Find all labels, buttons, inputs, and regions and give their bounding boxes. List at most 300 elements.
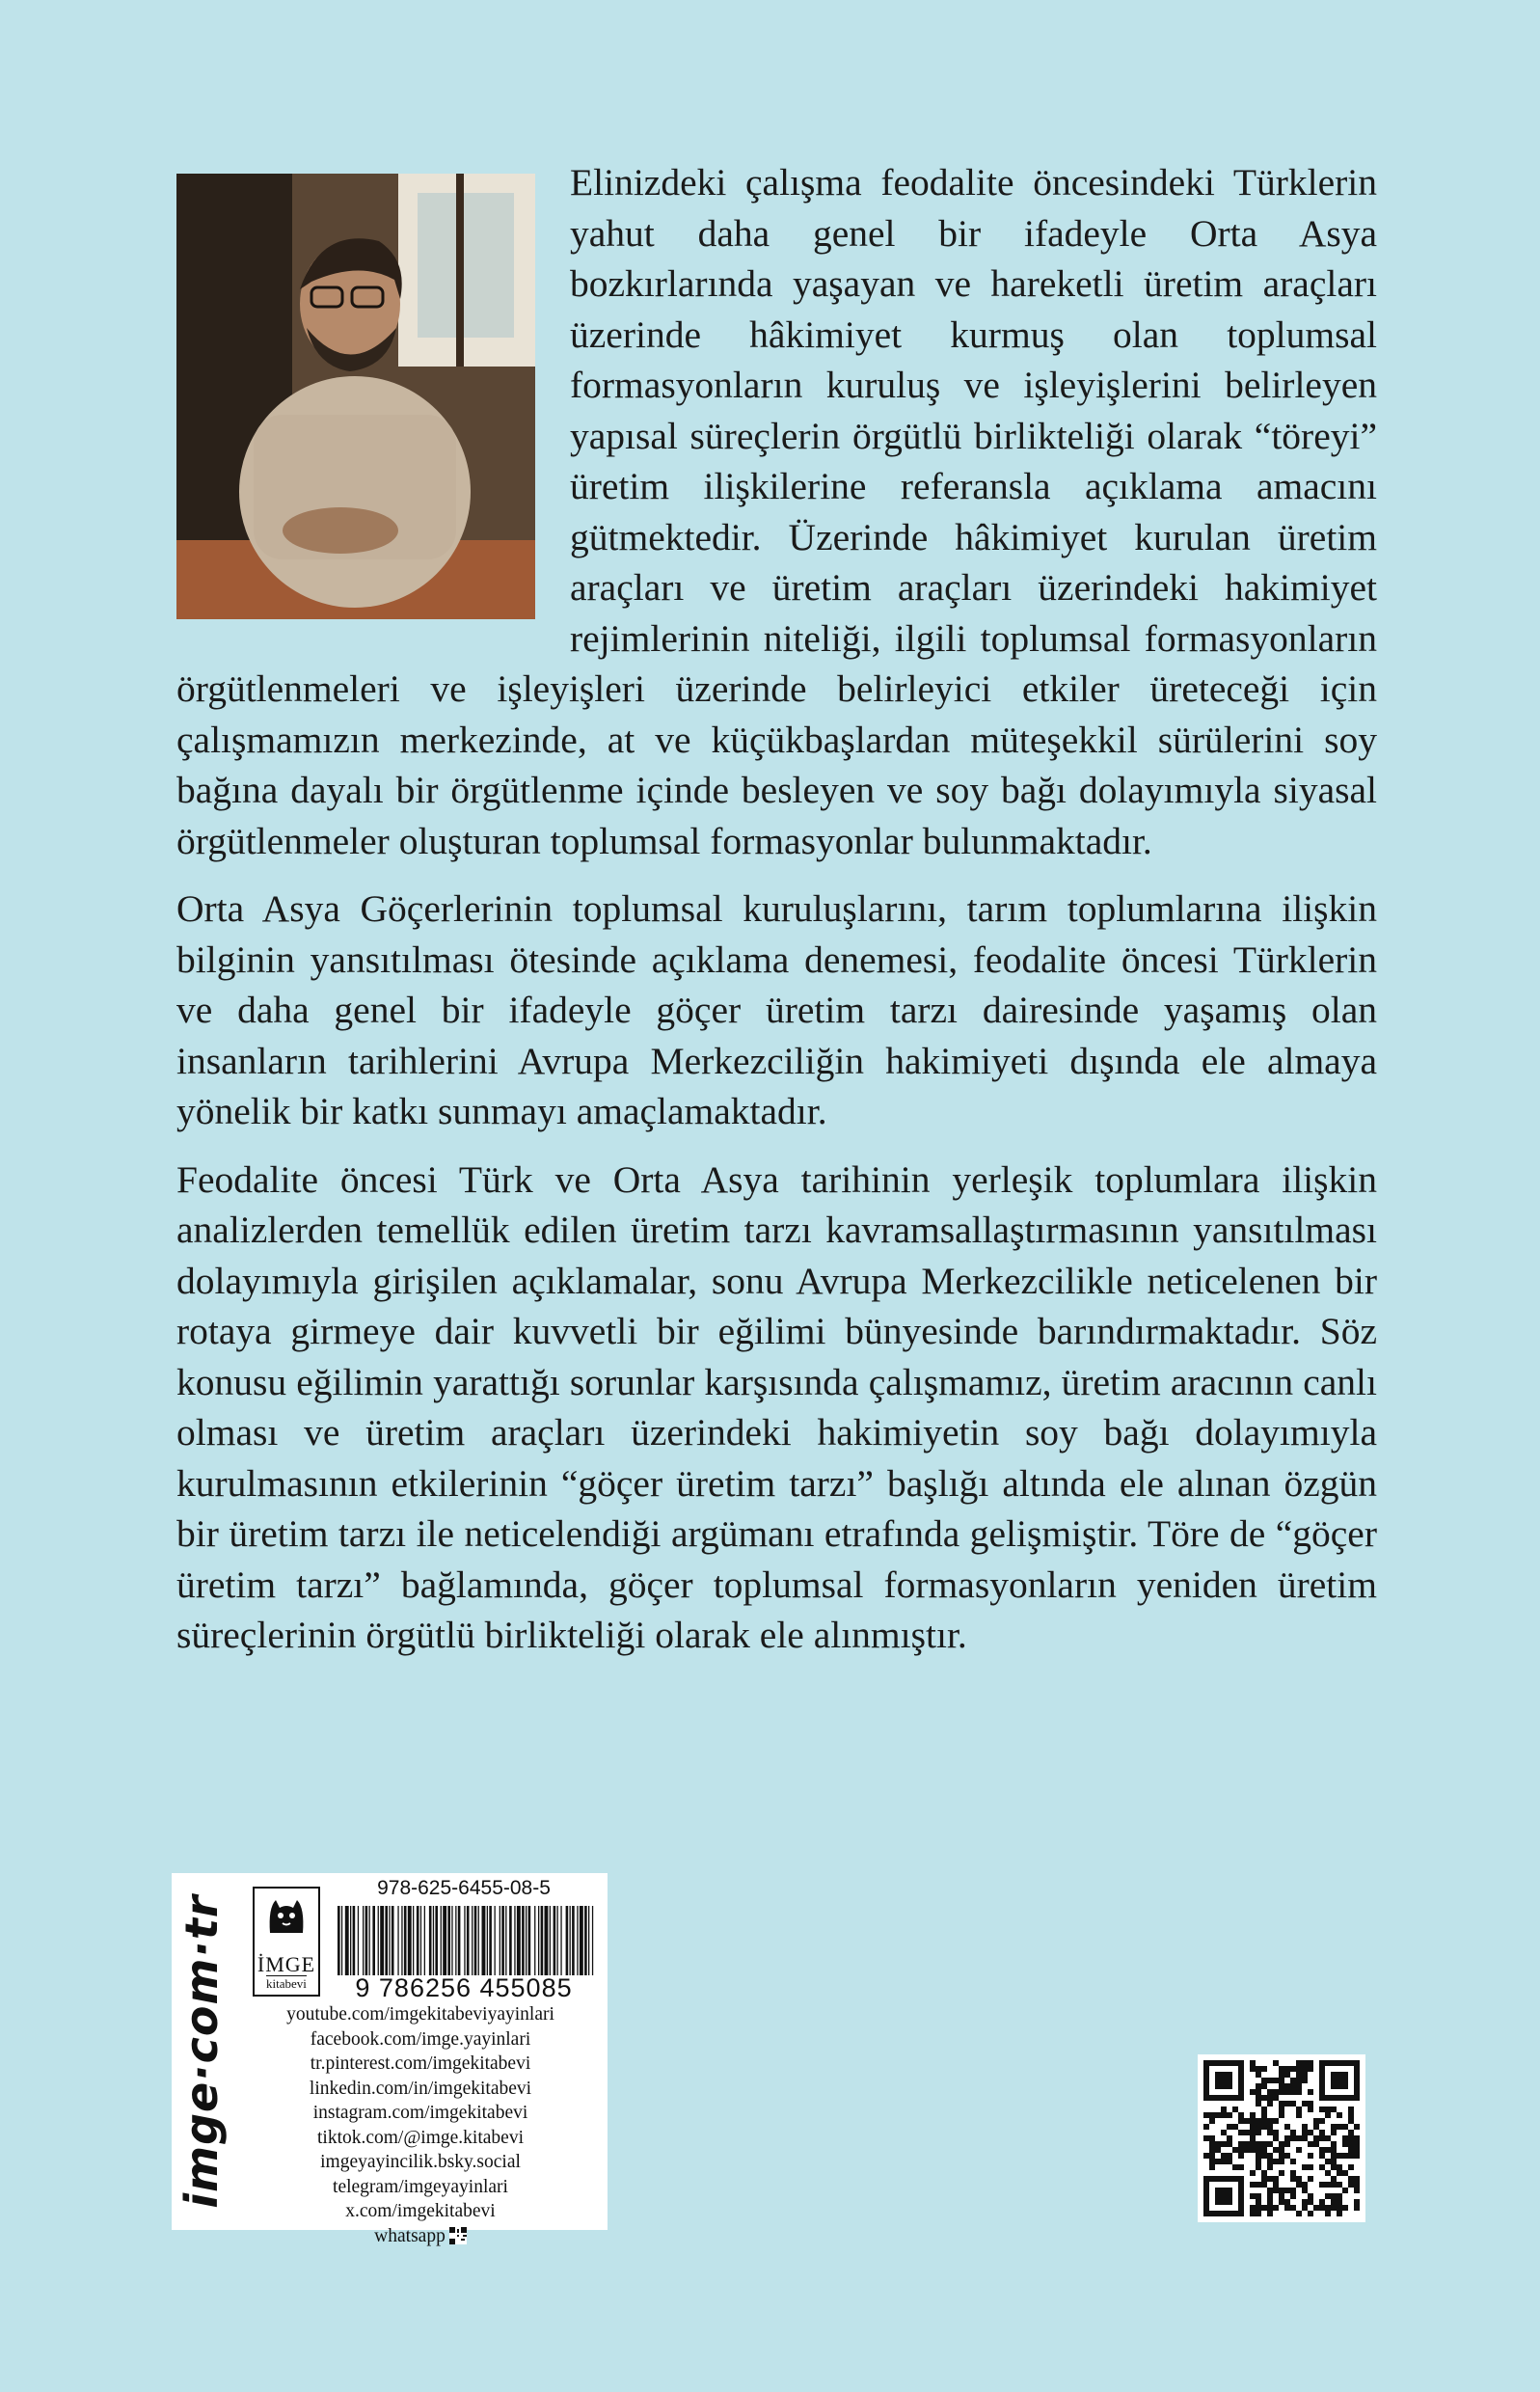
qr-module xyxy=(1296,2176,1302,2182)
barcode-bar xyxy=(417,1906,419,1975)
qr-module xyxy=(1261,2083,1267,2089)
qr-module xyxy=(1209,2141,1215,2147)
qr-module xyxy=(1209,2147,1215,2153)
qr-module xyxy=(1342,2060,1348,2066)
qr-module xyxy=(1261,2205,1267,2211)
qr-module xyxy=(1290,2089,1296,2095)
qr-module xyxy=(1331,2060,1337,2066)
social-link-x[interactable]: x.com/imgekitabevi xyxy=(345,2201,496,2221)
qr-module xyxy=(1302,2078,1308,2083)
qr-module xyxy=(1238,2211,1244,2216)
qr-module xyxy=(1209,2060,1215,2066)
qr-module xyxy=(1319,2095,1325,2101)
qr-module xyxy=(1215,2141,1221,2147)
qr-module xyxy=(1273,2078,1279,2083)
barcode-bar xyxy=(392,1906,394,1975)
qr-module xyxy=(1308,2066,1313,2072)
qr-module xyxy=(1348,2135,1354,2141)
barcode-bar xyxy=(451,1906,452,1975)
qr-module xyxy=(1319,2205,1325,2211)
qr-module xyxy=(1337,2153,1342,2159)
qr-module xyxy=(1267,2211,1273,2216)
qr-module xyxy=(1290,2176,1296,2182)
barcode xyxy=(338,1906,594,1975)
qr-module xyxy=(1325,2112,1331,2118)
qr-module xyxy=(1267,2124,1273,2130)
qr-module xyxy=(1203,2095,1209,2101)
qr-module xyxy=(1337,2083,1342,2089)
qr-module xyxy=(1319,2164,1325,2170)
barcode-bar xyxy=(345,1906,349,1975)
qr-module xyxy=(1203,2112,1209,2118)
qr-module xyxy=(1273,2205,1279,2211)
qr-module xyxy=(1221,2107,1227,2112)
qr-module xyxy=(1238,2199,1244,2205)
qr-module xyxy=(1319,2107,1325,2112)
qr-module xyxy=(1227,2112,1232,2118)
qr-module xyxy=(1325,2135,1331,2141)
qr-module xyxy=(1267,2089,1273,2095)
qr-module xyxy=(1215,2147,1221,2153)
qr-module xyxy=(1273,2095,1279,2101)
qr-module xyxy=(1238,2205,1244,2211)
qr-module xyxy=(1203,2083,1209,2089)
qr-code-pattern xyxy=(1198,2054,1365,2222)
qr-module xyxy=(1203,2078,1209,2083)
qr-module xyxy=(1267,2176,1273,2182)
qr-module xyxy=(1273,2089,1279,2095)
barcode-bar xyxy=(464,1906,465,1975)
qr-module xyxy=(1319,2153,1325,2159)
qr-module xyxy=(1302,2066,1308,2072)
qr-module xyxy=(1279,2170,1284,2176)
qr-module xyxy=(1250,2211,1256,2216)
barcode-bar xyxy=(369,1906,370,1975)
qr-module xyxy=(1302,2182,1308,2188)
qr-module xyxy=(1284,2072,1290,2078)
qr-module xyxy=(1290,2083,1296,2089)
qr-module xyxy=(1261,2170,1267,2176)
qr-module xyxy=(1331,2193,1337,2199)
qr-module xyxy=(1250,2066,1256,2072)
qr-module xyxy=(1319,2060,1325,2066)
qr-module xyxy=(1267,2078,1273,2083)
qr-module xyxy=(1319,2199,1325,2205)
qr-module xyxy=(1296,2066,1302,2072)
qr-module xyxy=(1267,2164,1273,2170)
qr-module xyxy=(1232,2060,1238,2066)
social-links xyxy=(237,2002,604,2248)
qr-module xyxy=(1261,2066,1267,2072)
qr-module xyxy=(1302,2060,1308,2066)
blurb-paragraph-1: Elinizdeki çalışma feodalite öncesindeki Türklerin yahut daha genel bir ifadeyle Orta Asya bozkırlarında yaşayan ve hareketli üretim araçları üzerinde hâkimiyet kurmuş olan toplumsal formasyonların kuruluş ve işleyişlerini belirleyen yapısal süreçlerin örgütlü birlikteliği olarak “töreyi” üretim ilişkilerine referansla açıklama amacını gütmektedir. Üzerinde hâkimiyet kurulan üretim araçları ve üretim araçları üzerindeki hakimiyet rejimlerinin niteliği, ilgili toplumsal formasyonların örgütlenmeleri ve işleyişleri üzerinde belirleyici etkiler üreteceği için çalışmamızın merkezinde, at ve küçükbaşlardan müteşekkil sürülerini soy bağına dayalı bir örgütlenme içinde besleyen ve soy bağı dolayımıyla siyasal örgütlenmeler oluşturan toplumsal formasyonlar bulunmaktadır. xyxy=(176,161,1377,862)
qr-module xyxy=(1221,2112,1227,2118)
qr-module xyxy=(1215,2176,1221,2182)
qr-module xyxy=(1284,2135,1290,2141)
qr-module xyxy=(1221,2188,1227,2193)
qr-module xyxy=(1296,2112,1302,2118)
qr-module xyxy=(1348,2176,1354,2182)
qr-module xyxy=(1290,2101,1296,2107)
qr-module xyxy=(1302,2124,1308,2130)
qr-module xyxy=(1256,2124,1261,2130)
qr-module xyxy=(1308,2101,1313,2107)
qr-module xyxy=(1337,2072,1342,2078)
qr-module xyxy=(1313,2141,1319,2147)
qr-module xyxy=(1325,2060,1331,2066)
barcode-bar xyxy=(580,1906,583,1975)
qr-module xyxy=(1238,2141,1244,2147)
barcode-bar xyxy=(495,1906,496,1975)
qr-module xyxy=(1337,2078,1342,2083)
qr-module xyxy=(1342,2141,1348,2147)
qr-module xyxy=(1354,2124,1360,2130)
qr-module xyxy=(1279,2078,1284,2083)
qr-module xyxy=(1354,2072,1360,2078)
qr-module xyxy=(1342,2072,1348,2078)
qr-module xyxy=(1337,2199,1342,2205)
qr-module xyxy=(1319,2118,1325,2124)
qr-module xyxy=(1273,2118,1279,2124)
qr-module xyxy=(1342,2205,1348,2211)
barcode-bar xyxy=(554,1906,556,1975)
social-link-youtube[interactable]: youtube.com/imgekitabeviyayinlari xyxy=(286,2004,554,2025)
imprint-box xyxy=(172,1873,608,2246)
qr-module xyxy=(1244,2130,1250,2135)
qr-module xyxy=(1354,2199,1360,2205)
qr-module xyxy=(1273,2060,1279,2066)
qr-module xyxy=(1250,2135,1256,2141)
qr-module xyxy=(1331,2130,1337,2135)
qr-module xyxy=(1325,2182,1331,2188)
qr-module xyxy=(1221,2083,1227,2089)
barcode-bar xyxy=(424,1906,425,1975)
barcode-bar xyxy=(458,1906,461,1975)
barcode-bar xyxy=(584,1906,587,1975)
qr-module xyxy=(1290,2188,1296,2193)
qr-module xyxy=(1250,2124,1256,2130)
qr-module xyxy=(1267,2118,1273,2124)
qr-module xyxy=(1279,2147,1284,2153)
qr-module xyxy=(1232,2164,1238,2170)
barcode-bar xyxy=(514,1906,515,1975)
barcode-bar xyxy=(557,1906,558,1975)
qr-module xyxy=(1348,2095,1354,2101)
qr-module xyxy=(1227,2159,1232,2164)
qr-module xyxy=(1244,2147,1250,2153)
logo-subtitle: kitabevi xyxy=(266,1976,307,1991)
qr-module xyxy=(1273,2159,1279,2164)
qr-module xyxy=(1238,2153,1244,2159)
qr-module xyxy=(1313,2205,1319,2211)
qr-module xyxy=(1203,2182,1209,2188)
qr-module xyxy=(1348,2118,1354,2124)
qr-module xyxy=(1296,2089,1302,2095)
qr-module xyxy=(1331,2205,1337,2211)
qr-module xyxy=(1342,2153,1348,2159)
barcode-bar xyxy=(560,1906,561,1975)
qr-module xyxy=(1250,2182,1256,2188)
qr-module xyxy=(1354,2135,1360,2141)
qr-module xyxy=(1209,2095,1215,2101)
barcode-bar xyxy=(455,1906,456,1975)
qr-module xyxy=(1267,2159,1273,2164)
qr-module xyxy=(1203,2211,1209,2216)
qr-module xyxy=(1256,2072,1261,2078)
barcode-digits: 9 786256 455085 xyxy=(355,1973,573,2002)
qr-module xyxy=(1284,2205,1290,2211)
qr-module xyxy=(1227,2188,1232,2193)
qr-module xyxy=(1348,2112,1354,2118)
qr-module xyxy=(1227,2153,1232,2159)
isbn: 978-625-6455-08-5 xyxy=(377,1877,551,1899)
barcode-bar xyxy=(509,1906,512,1975)
qr-module xyxy=(1232,2107,1238,2112)
barcode-bar xyxy=(408,1906,412,1975)
social-link-linkedin[interactable]: linkedin.com/in/imgekitabevi xyxy=(309,2078,532,2099)
qr-module xyxy=(1244,2118,1250,2124)
qr-module xyxy=(1354,2141,1360,2147)
qr-module xyxy=(1250,2205,1256,2211)
barcode-bar xyxy=(538,1906,539,1975)
qr-module xyxy=(1354,2153,1360,2159)
qr-module xyxy=(1227,2060,1232,2066)
qr-module xyxy=(1308,2107,1313,2112)
qr-module xyxy=(1337,2095,1342,2101)
qr-module xyxy=(1337,2060,1342,2066)
barcode-bar xyxy=(545,1906,549,1975)
qr-module xyxy=(1354,2176,1360,2182)
qr-module xyxy=(1354,2066,1360,2072)
qr-module xyxy=(1290,2159,1296,2164)
barcode-bar xyxy=(489,1906,492,1975)
qr-module xyxy=(1325,2159,1331,2164)
qr-module xyxy=(1238,2188,1244,2193)
qr-module xyxy=(1221,2159,1227,2164)
qr-module xyxy=(1319,2182,1325,2188)
qr-module xyxy=(1238,2095,1244,2101)
qr-module xyxy=(1203,2199,1209,2205)
qr-module xyxy=(1279,2141,1284,2147)
barcode-bar xyxy=(378,1906,379,1975)
qr-module xyxy=(1221,2072,1227,2078)
qr-module xyxy=(1354,2147,1360,2153)
barcode-bar xyxy=(413,1906,414,1975)
barcode-bar xyxy=(505,1906,506,1975)
qr-module xyxy=(1342,2188,1348,2193)
qr-module xyxy=(1203,2176,1209,2182)
qr-module xyxy=(1331,2083,1337,2089)
qr-module xyxy=(1302,2135,1308,2141)
barcode-bar xyxy=(338,1906,340,1975)
barcode-bar xyxy=(534,1906,535,1975)
qr-module xyxy=(1256,2066,1261,2072)
publisher-website-text: imge·com·tr xyxy=(176,1894,228,2209)
qr-module xyxy=(1342,2135,1348,2141)
barcode-bar xyxy=(353,1906,356,1975)
qr-module xyxy=(1238,2112,1244,2118)
social-link-pinterest[interactable]: tr.pinterest.com/imgekitabevi xyxy=(310,2053,531,2074)
qr-module xyxy=(1337,2193,1342,2199)
barcode-bar xyxy=(380,1906,384,1975)
qr-module xyxy=(1308,2193,1313,2199)
social-link-tiktok[interactable]: tiktok.com/@imge.kitabevi xyxy=(316,2127,524,2148)
qr-module xyxy=(1215,2083,1221,2089)
qr-module xyxy=(1203,2153,1209,2159)
social-link-whatsapp[interactable]: whatsapp xyxy=(374,2225,446,2246)
qr-module xyxy=(1203,2089,1209,2095)
qr-module xyxy=(1203,2205,1209,2211)
logo-name: İMGE xyxy=(257,1952,316,1976)
qr-module xyxy=(1209,2159,1215,2164)
qr-module xyxy=(1215,2188,1221,2193)
qr-module xyxy=(1227,2078,1232,2083)
qr-module xyxy=(1290,2135,1296,2141)
publisher-logo xyxy=(253,1887,320,1997)
qr-module xyxy=(1284,2141,1290,2147)
qr-module xyxy=(1319,2083,1325,2089)
qr-module xyxy=(1308,2130,1313,2135)
qr-module xyxy=(1325,2193,1331,2199)
qr-module xyxy=(1273,2182,1279,2188)
barcode-bar xyxy=(420,1906,421,1975)
qr-module xyxy=(1203,2188,1209,2193)
qr-module xyxy=(1256,2205,1261,2211)
qr-module xyxy=(1279,2072,1284,2078)
qr-module xyxy=(1203,2066,1209,2072)
barcode-bar xyxy=(550,1906,551,1975)
qr-module xyxy=(1256,2141,1261,2147)
barcode-bar xyxy=(443,1906,446,1975)
social-link-facebook[interactable]: facebook.com/imge.yayinlari xyxy=(310,2028,531,2050)
qr-module xyxy=(1342,2078,1348,2083)
social-link-telegram[interactable]: telegram/imgeyayinlari xyxy=(333,2176,508,2197)
barcode-bar xyxy=(541,1906,544,1975)
qr-module xyxy=(1296,2083,1302,2089)
social-link-bluesky[interactable]: imgeyayincilik.bsky.social xyxy=(320,2152,521,2172)
qr-module xyxy=(1302,2188,1308,2193)
barcode-bar xyxy=(350,1906,351,1975)
qr-module xyxy=(1319,2066,1325,2072)
barcode-bar xyxy=(401,1906,402,1975)
qr-module xyxy=(1296,2182,1302,2188)
qr-module xyxy=(1227,2124,1232,2130)
qr-module xyxy=(1308,2199,1313,2205)
qr-module xyxy=(1221,2141,1227,2147)
qr-module xyxy=(1290,2078,1296,2083)
barcode-bar xyxy=(501,1906,504,1975)
qr-module xyxy=(1290,2205,1296,2211)
qr-module xyxy=(1221,2176,1227,2182)
qr-module xyxy=(1354,2182,1360,2188)
qr-module xyxy=(1296,2107,1302,2112)
qr-module xyxy=(1296,2072,1302,2078)
qr-module xyxy=(1354,2089,1360,2095)
barcode-bar xyxy=(526,1906,527,1975)
qr-module xyxy=(1256,2095,1261,2101)
qr-module xyxy=(1250,2141,1256,2147)
qr-module xyxy=(1267,2205,1273,2211)
barcode-bar xyxy=(372,1906,375,1975)
qr-module xyxy=(1331,2078,1337,2083)
qr-module xyxy=(1273,2135,1279,2141)
qr-module xyxy=(1279,2199,1284,2205)
qr-module xyxy=(1296,2135,1302,2141)
qr-module xyxy=(1267,2095,1273,2101)
qr-module xyxy=(1337,2112,1342,2118)
qr-module xyxy=(1302,2130,1308,2135)
barcode-bar xyxy=(467,1906,470,1975)
qr-module xyxy=(1250,2118,1256,2124)
barcode-bar xyxy=(566,1906,569,1975)
qr-module xyxy=(1325,2211,1331,2216)
qr-module xyxy=(1256,2130,1261,2135)
qr-module xyxy=(1348,2130,1354,2135)
qr-module xyxy=(1221,2078,1227,2083)
social-link-whatsapp-row[interactable] xyxy=(237,2224,604,2249)
qr-module xyxy=(1232,2147,1238,2153)
barcode-bar xyxy=(588,1906,589,1975)
qr-module xyxy=(1221,2211,1227,2216)
qr-module xyxy=(1267,2101,1273,2107)
barcode-bar xyxy=(363,1906,364,1975)
qr-module xyxy=(1296,2078,1302,2083)
qr-module xyxy=(1256,2164,1261,2170)
barcode-bar xyxy=(472,1906,473,1975)
qr-module xyxy=(1331,2159,1337,2164)
qr-module xyxy=(1337,2182,1342,2188)
qr-module xyxy=(1227,2193,1232,2199)
qr-module xyxy=(1331,2072,1337,2078)
qr-module xyxy=(1319,2089,1325,2095)
qr-module xyxy=(1319,2078,1325,2083)
qr-module xyxy=(1203,2072,1209,2078)
qr-module xyxy=(1250,2193,1256,2199)
qr-code[interactable] xyxy=(1198,2054,1365,2222)
qr-module xyxy=(1250,2147,1256,2153)
barcode-bar xyxy=(358,1906,359,1975)
social-link-instagram[interactable]: instagram.com/imgekitabevi xyxy=(312,2103,528,2123)
qr-module xyxy=(1256,2089,1261,2095)
qr-module xyxy=(1325,2095,1331,2101)
qr-module xyxy=(1238,2083,1244,2089)
qr-module xyxy=(1215,2112,1221,2118)
qr-module xyxy=(1348,2182,1354,2188)
barcode-bar xyxy=(441,1906,442,1975)
qr-module xyxy=(1238,2072,1244,2078)
qr-module xyxy=(1279,2101,1284,2107)
qr-module xyxy=(1215,2199,1221,2205)
qr-module xyxy=(1261,2107,1267,2112)
barcode-bar xyxy=(528,1906,531,1975)
barcode-bar xyxy=(572,1906,575,1975)
qr-module xyxy=(1215,2072,1221,2078)
qr-module xyxy=(1342,2083,1348,2089)
qr-module xyxy=(1221,2153,1227,2159)
qr-module xyxy=(1325,2107,1331,2112)
qr-module xyxy=(1308,2153,1313,2159)
qr-module xyxy=(1313,2124,1319,2130)
qr-module xyxy=(1267,2130,1273,2135)
qr-module xyxy=(1284,2083,1290,2089)
qr-module xyxy=(1256,2193,1261,2199)
qr-module xyxy=(1284,2153,1290,2159)
qr-module xyxy=(1279,2153,1284,2159)
qr-module xyxy=(1209,2164,1215,2170)
qr-module xyxy=(1319,2135,1325,2141)
qr-module xyxy=(1221,2060,1227,2066)
qr-module xyxy=(1261,2153,1267,2159)
